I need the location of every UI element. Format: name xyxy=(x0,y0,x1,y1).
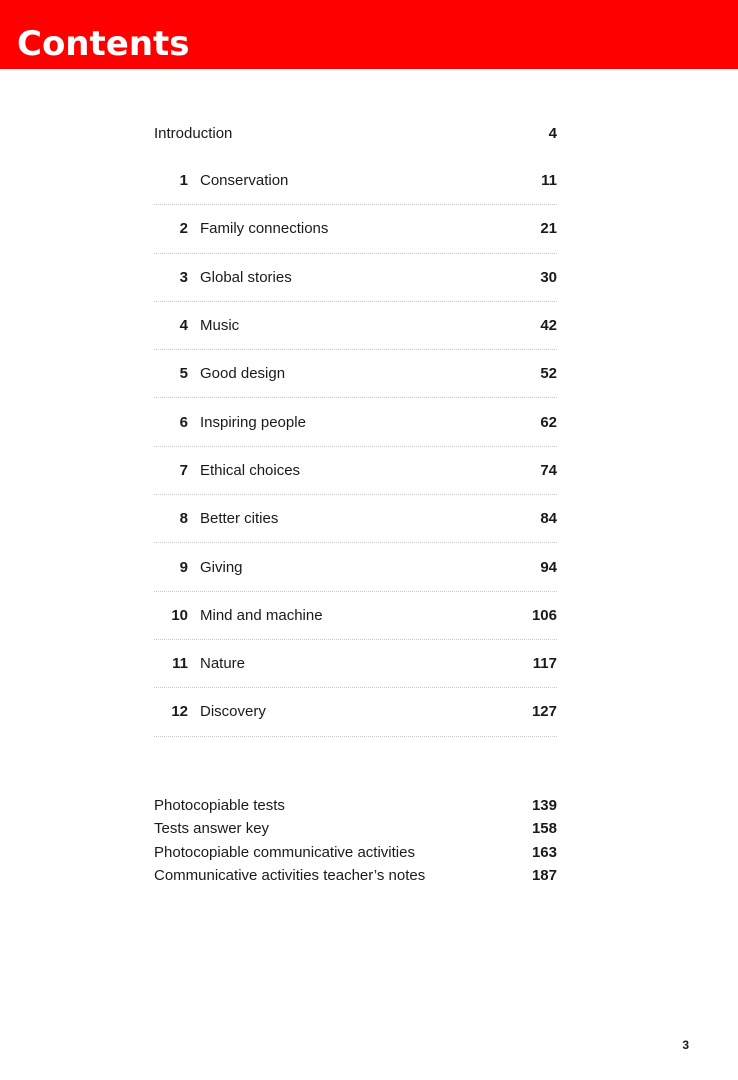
extra-page: 163 xyxy=(531,843,557,861)
unit-title: Good design xyxy=(200,365,286,383)
unit-title: Inspiring people xyxy=(200,413,306,431)
extra-title: Photocopiable tests xyxy=(154,797,285,815)
list-item[interactable] xyxy=(154,592,557,640)
list-item[interactable] xyxy=(154,864,557,887)
page-title: Contents xyxy=(17,24,190,64)
page-number: 3 xyxy=(682,1038,689,1052)
list-item[interactable] xyxy=(154,398,557,446)
extra-page: 187 xyxy=(531,867,557,885)
unit-list xyxy=(154,157,557,737)
unit-number: 7 xyxy=(179,461,188,479)
unit-page: 74 xyxy=(540,461,557,479)
unit-page: 106 xyxy=(531,606,557,624)
toc-entry-title: Introduction xyxy=(154,124,233,142)
unit-number: 11 xyxy=(172,655,188,673)
list-item[interactable] xyxy=(154,157,557,205)
unit-number: 2 xyxy=(179,220,188,238)
list-item[interactable] xyxy=(154,302,557,350)
toc-entry-page: 4 xyxy=(548,124,557,142)
unit-title: Global stories xyxy=(200,268,292,286)
unit-number: 10 xyxy=(171,606,188,624)
list-item[interactable] xyxy=(154,817,557,840)
list-item[interactable] xyxy=(154,350,557,398)
list-item[interactable] xyxy=(154,447,557,495)
list-item[interactable] xyxy=(154,543,557,591)
list-item[interactable] xyxy=(154,495,557,543)
unit-title: Discovery xyxy=(200,703,266,721)
extra-title: Photocopiable communicative activities xyxy=(154,843,415,861)
list-item[interactable] xyxy=(154,688,557,736)
extra-page: 139 xyxy=(531,797,557,815)
unit-page: 127 xyxy=(531,703,557,721)
list-item[interactable] xyxy=(154,254,557,302)
unit-title: Giving xyxy=(200,558,243,576)
unit-title: Better cities xyxy=(200,510,279,528)
list-item[interactable] xyxy=(154,841,557,864)
unit-number: 5 xyxy=(179,365,188,383)
unit-page: 42 xyxy=(540,317,557,335)
extra-page: 158 xyxy=(531,820,557,838)
list-item[interactable] xyxy=(154,205,557,253)
unit-number: 3 xyxy=(179,268,188,286)
unit-page: 84 xyxy=(540,510,557,528)
table-of-contents xyxy=(154,120,557,737)
unit-page: 21 xyxy=(540,220,557,238)
unit-title: Family connections xyxy=(200,220,329,238)
unit-page: 94 xyxy=(540,558,557,576)
extras-list xyxy=(154,794,557,887)
unit-number: 1 xyxy=(179,172,188,190)
toc-entry-introduction[interactable] xyxy=(154,120,557,146)
list-item[interactable] xyxy=(154,640,557,688)
unit-title: Conservation xyxy=(200,172,289,190)
unit-page: 30 xyxy=(540,268,557,286)
unit-page: 62 xyxy=(540,413,557,431)
unit-page: 11 xyxy=(541,172,557,190)
unit-title: Ethical choices xyxy=(200,461,301,479)
extra-title: Tests answer key xyxy=(154,820,270,838)
unit-number: 8 xyxy=(179,510,188,528)
unit-title: Music xyxy=(200,317,240,335)
unit-title: Mind and machine xyxy=(200,606,323,624)
unit-number: 9 xyxy=(179,558,188,576)
unit-number: 12 xyxy=(171,703,188,721)
list-item[interactable] xyxy=(154,794,557,817)
unit-number: 4 xyxy=(179,317,188,335)
extra-title: Communicative activities teacher’s notes xyxy=(154,867,426,885)
unit-title: Nature xyxy=(200,655,246,673)
unit-number: 6 xyxy=(179,413,188,431)
unit-page: 52 xyxy=(540,365,557,383)
unit-page: 117 xyxy=(532,655,557,673)
